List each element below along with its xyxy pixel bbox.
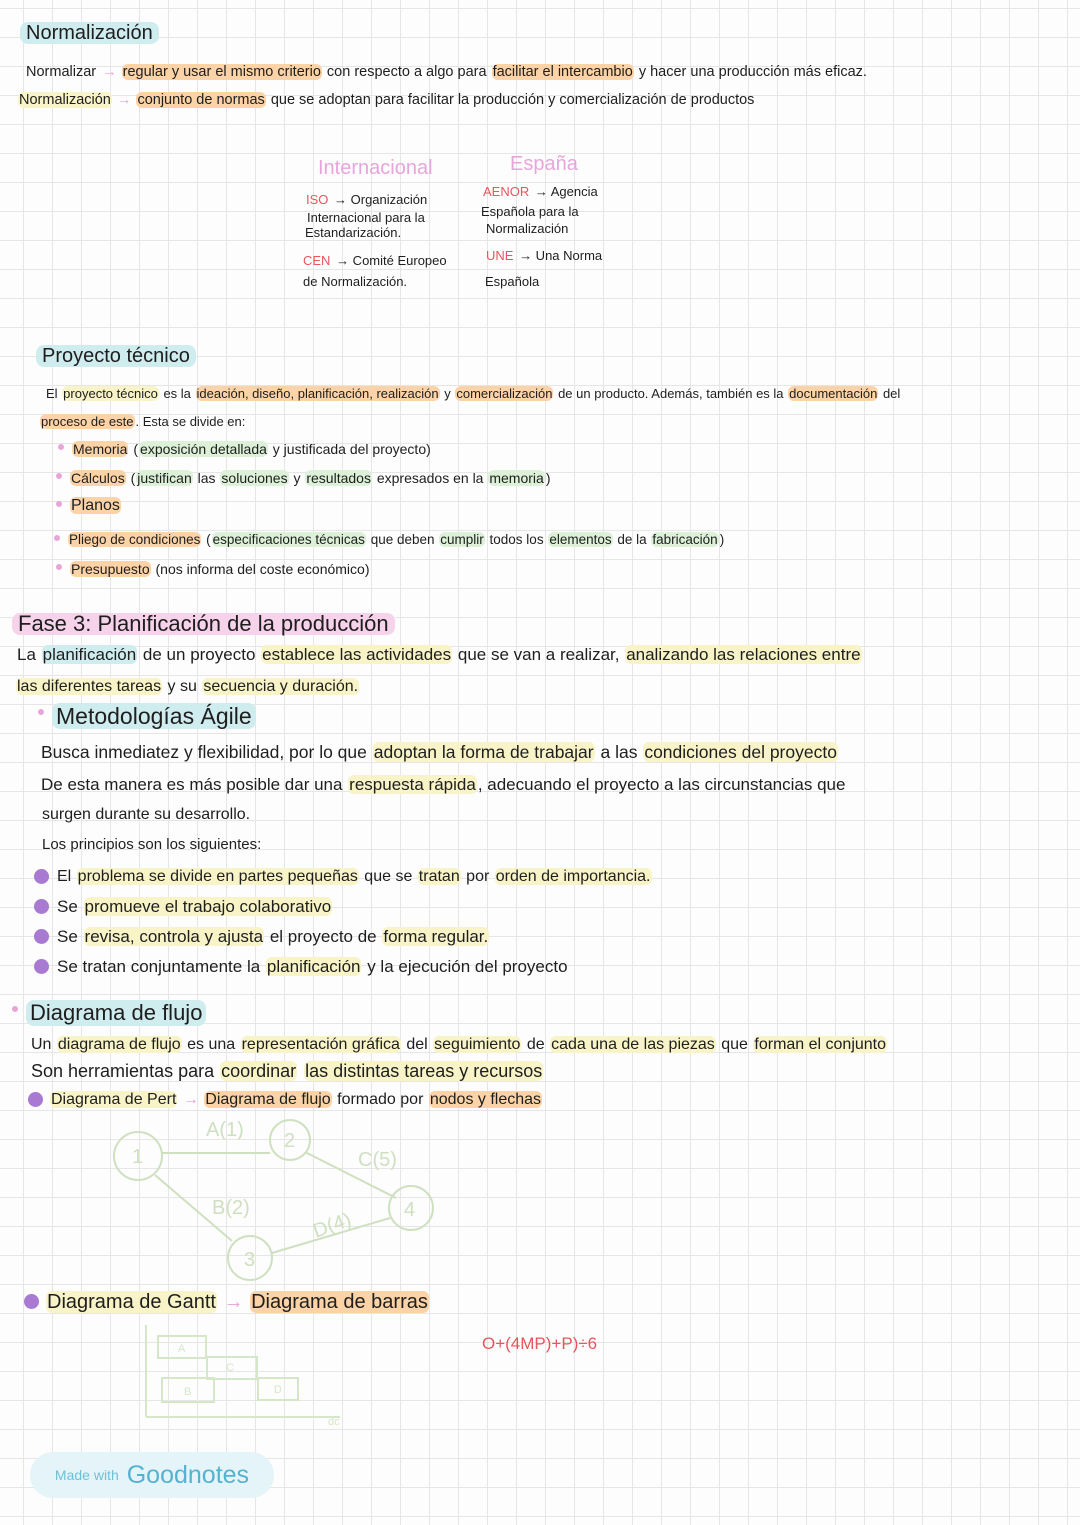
list-item-calculos <box>70 467 552 489</box>
highlighted-text: facilitar el intercambio <box>492 64 633 80</box>
text-segment: expresados en la <box>372 470 488 486</box>
pert-node-label: 3 <box>244 1249 256 1271</box>
subsection-title-flujo: Diagrama de flujo <box>26 1000 206 1026</box>
highlighted-text: las distintas tareas y recursos <box>305 1061 543 1081</box>
principle-item <box>56 926 489 948</box>
text-segment: → Agencia <box>531 184 598 199</box>
gantt-bar-label: C <box>226 1362 234 1374</box>
text-segment: todos los <box>485 532 548 547</box>
highlighted-text: AENOR <box>483 184 530 199</box>
pert-item <box>50 1089 542 1111</box>
highlighted-text: resultados <box>306 470 371 486</box>
highlighted-text: Presupuesto <box>71 561 150 577</box>
gantt-diagram <box>140 1325 350 1425</box>
text-segment: a las <box>595 742 643 762</box>
une-desc-2: Española <box>485 274 540 289</box>
text-segment: Se tratan conjuntamente la <box>57 957 265 976</box>
text-segment: Se <box>57 927 83 946</box>
pert-node-label: 1 <box>132 1146 144 1168</box>
highlighted-text: memoria <box>489 470 544 486</box>
une-entry <box>485 247 603 264</box>
highlighted-text: Diagrama de Gantt <box>47 1291 216 1313</box>
highlighted-text: Memoria <box>73 441 128 457</box>
highlighted-text: planificación <box>266 957 361 976</box>
arrow-icon: → <box>98 64 121 80</box>
highlighted-text: especificaciones técnicas <box>212 532 365 547</box>
highlighted-text: Cálculos <box>71 470 125 486</box>
text-segment: Se <box>57 897 83 916</box>
pert-formula: O+(4MP)+P)÷6 <box>482 1334 598 1353</box>
text-segment: del <box>879 386 901 401</box>
highlighted-text: UNE <box>486 248 514 263</box>
highlighted-text: Pliego de condiciones <box>69 532 201 547</box>
text-segment: de un producto. Además, también es la <box>554 386 788 401</box>
highlighted-text: proceso de este <box>41 414 134 429</box>
text-segment: . Esta se divide en: <box>135 414 246 429</box>
highlighted-text: adoptan la forma de trabajar <box>373 742 594 762</box>
section-title-fase3: Fase 3: Planificación de la producción <box>12 613 395 635</box>
highlighted-text: promueve el trabajo colaborativo <box>84 897 332 916</box>
highlighted-text: analizando las relaciones entre <box>626 645 861 664</box>
agile-paragraph-1 <box>40 741 838 763</box>
highlighted-text: orden de importancia. <box>495 868 651 885</box>
highlighted-text: elementos <box>549 532 612 547</box>
text-segment: y justificada del proyecto) <box>268 441 431 457</box>
highlighted-text: Diagrama de flujo <box>205 1091 331 1108</box>
agile-paragraph-2 <box>40 774 846 796</box>
flujo-paragraph-1 <box>30 1034 887 1056</box>
highlighted-text: problema se divide en partes pequeñas <box>77 868 358 885</box>
text-segment: el proyecto de <box>265 927 382 946</box>
arrow-icon: → <box>178 1091 204 1108</box>
definition-normalizacion <box>18 89 755 111</box>
aenor-desc-2: Española para la <box>481 204 579 219</box>
pert-edge-label: A(1) <box>206 1119 244 1141</box>
text-segment: ( <box>126 470 136 486</box>
flujo-paragraph-2 <box>30 1060 543 1082</box>
list-item-memoria <box>72 438 432 460</box>
pert-node-label: 4 <box>404 1199 416 1221</box>
principle-item <box>56 896 332 918</box>
text-segment: de un proyecto <box>138 645 261 664</box>
highlighted-text: ISO <box>306 192 329 207</box>
text-segment: que <box>716 1036 753 1053</box>
text-segment: es la <box>159 386 195 401</box>
arrow-icon: → <box>112 92 136 108</box>
badge-made-with: Made with <box>54 1467 119 1483</box>
text-segment: es una <box>182 1036 240 1053</box>
highlighted-text: ideación, diseño, planificación, realización <box>196 386 439 401</box>
text-segment: con respecto a algo para <box>322 64 491 80</box>
heading-espana: España <box>510 153 578 175</box>
text-segment: de <box>522 1036 550 1053</box>
highlighted-text: revisa, controla y ajusta <box>84 927 264 946</box>
highlighted-text: las diferentes tareas <box>17 678 162 695</box>
agile-paragraph-4: Los principios son los siguientes: <box>42 836 262 853</box>
pert-edge-label: D(4) <box>310 1208 355 1243</box>
highlighted-text: soluciones <box>221 470 288 486</box>
subsection-title-agile: Metodologías Ágile <box>52 703 256 729</box>
iso-entry <box>305 191 428 208</box>
cen-desc-2: de Normalización. <box>303 274 408 289</box>
arrow-icon: → <box>217 1291 250 1313</box>
text-segment: y hacer una producción más eficaz. <box>634 64 867 80</box>
principle-item <box>56 866 652 888</box>
goodnotes-badge <box>30 1452 274 1498</box>
highlighted-text: Diagrama de Pert <box>51 1091 177 1108</box>
text-segment: → Una Norma <box>515 248 603 263</box>
text-segment: ) <box>719 532 725 547</box>
text-segment: que se adoptan para facilitar la producción y comercialización de productos <box>266 92 755 108</box>
badge-brand-logo: Goodnotes <box>126 1460 250 1489</box>
text-segment: El <box>46 386 62 401</box>
highlighted-text: Planos <box>71 497 120 514</box>
highlighted-text: conjunto de normas <box>137 92 265 108</box>
iso-desc-3: Estandarización. <box>305 225 402 240</box>
highlighted-text: seguimiento <box>434 1036 521 1053</box>
highlighted-text: respuesta rápida <box>349 775 476 794</box>
pert-node-label: 2 <box>284 1130 296 1152</box>
highlighted-text: fabricación <box>652 532 718 547</box>
text-segment: → Comité Europeo <box>332 253 447 268</box>
highlighted-text: tratan <box>418 868 460 885</box>
text-segment: , adecuando el proyecto a las circunstancias que <box>477 775 846 794</box>
highlighted-text: establece las actividades <box>262 645 452 664</box>
proyecto-paragraph-2 <box>40 411 246 433</box>
highlighted-text: diagrama de flujo <box>57 1036 181 1053</box>
highlighted-text: nodos y flechas <box>429 1091 542 1108</box>
highlighted-text: regular y usar el mismo criterio <box>122 64 321 80</box>
gantt-bar-label: D <box>274 1384 282 1396</box>
text-segment: que se <box>359 868 417 885</box>
highlighted-text: planificación <box>42 645 137 664</box>
text-segment: y <box>440 386 455 401</box>
highlighted-text: condiciones del proyecto <box>644 742 837 762</box>
highlighted-text: cumplir <box>440 532 484 547</box>
list-item-pliego <box>68 529 725 551</box>
text-segment: ) <box>545 470 551 486</box>
text-segment: Normalizar <box>26 64 97 80</box>
gantt-bar-label: B <box>184 1386 192 1398</box>
highlighted-text: forma regular. <box>383 927 489 946</box>
text-segment: → Organización <box>330 192 428 207</box>
highlighted-text: exposición detallada <box>140 441 267 457</box>
text-segment: La <box>17 645 41 664</box>
definition-normalizar <box>25 61 868 83</box>
pert-edge-label: B(2) <box>212 1197 250 1219</box>
text-segment: Busca inmediatez y flexibilidad, por lo que <box>41 742 372 762</box>
text-segment: y la ejecución del proyecto <box>362 957 568 976</box>
highlighted-text: coordinar <box>221 1061 297 1081</box>
gantt-item <box>46 1291 429 1313</box>
highlighted-text: documentación <box>789 386 878 401</box>
pert-edge-label: C(5) <box>358 1149 397 1171</box>
iso-desc-2: Internacional para la <box>307 210 425 225</box>
cen-entry <box>302 252 448 269</box>
text-segment: formado por <box>332 1091 428 1108</box>
aenor-entry <box>482 183 599 200</box>
text-segment: que se van a realizar, <box>453 645 625 664</box>
text-segment: y su <box>163 678 202 695</box>
agile-paragraph-3: surgen durante su desarrollo. <box>42 806 251 823</box>
highlighted-text: CEN <box>303 253 331 268</box>
text-segment: del <box>401 1036 433 1053</box>
text-segment: y <box>289 470 305 486</box>
section-title-normalizacion: Normalización <box>20 22 159 44</box>
pert-diagram <box>100 1110 460 1290</box>
highlighted-text: Normalización <box>19 92 111 108</box>
proyecto-paragraph-1 <box>45 383 901 405</box>
list-item-presupuesto <box>70 558 370 580</box>
text-segment: por <box>461 868 494 885</box>
gantt-axis-label: dc <box>328 1416 340 1425</box>
gantt-bar-label: A <box>178 1343 186 1355</box>
text-segment: El <box>57 868 76 885</box>
principle-item <box>56 956 569 978</box>
highlighted-text: proyecto técnico <box>63 386 158 401</box>
highlighted-text: justifican <box>137 470 192 486</box>
highlighted-text: secuencia y duración. <box>203 678 359 695</box>
text-segment: Un <box>31 1036 56 1053</box>
text-segment: ( <box>202 532 211 547</box>
text-segment: De esta manera es más posible dar una <box>41 775 348 794</box>
text-segment: las <box>193 470 220 486</box>
highlighted-text: forman el conjunto <box>754 1036 887 1053</box>
list-item-planos <box>70 495 121 517</box>
aenor-desc-3: Normalización <box>486 221 569 236</box>
text-segment: (nos informa del coste económico) <box>151 561 370 577</box>
section-title-proyecto: Proyecto técnico <box>36 345 196 367</box>
fase3-paragraph-1 <box>16 644 862 666</box>
highlighted-text: cada una de las piezas <box>551 1036 715 1053</box>
fase3-paragraph-2 <box>16 676 359 698</box>
heading-internacional: Internacional <box>318 157 433 179</box>
text-segment: Son herramientas para <box>31 1061 220 1081</box>
highlighted-text: Diagrama de barras <box>251 1291 428 1313</box>
highlighted-text: comercialización <box>456 386 553 401</box>
text-segment: de la <box>613 532 651 547</box>
highlighted-text: representación gráfica <box>241 1036 400 1053</box>
text-segment: ( <box>129 441 139 457</box>
text-segment: que deben <box>366 532 439 547</box>
